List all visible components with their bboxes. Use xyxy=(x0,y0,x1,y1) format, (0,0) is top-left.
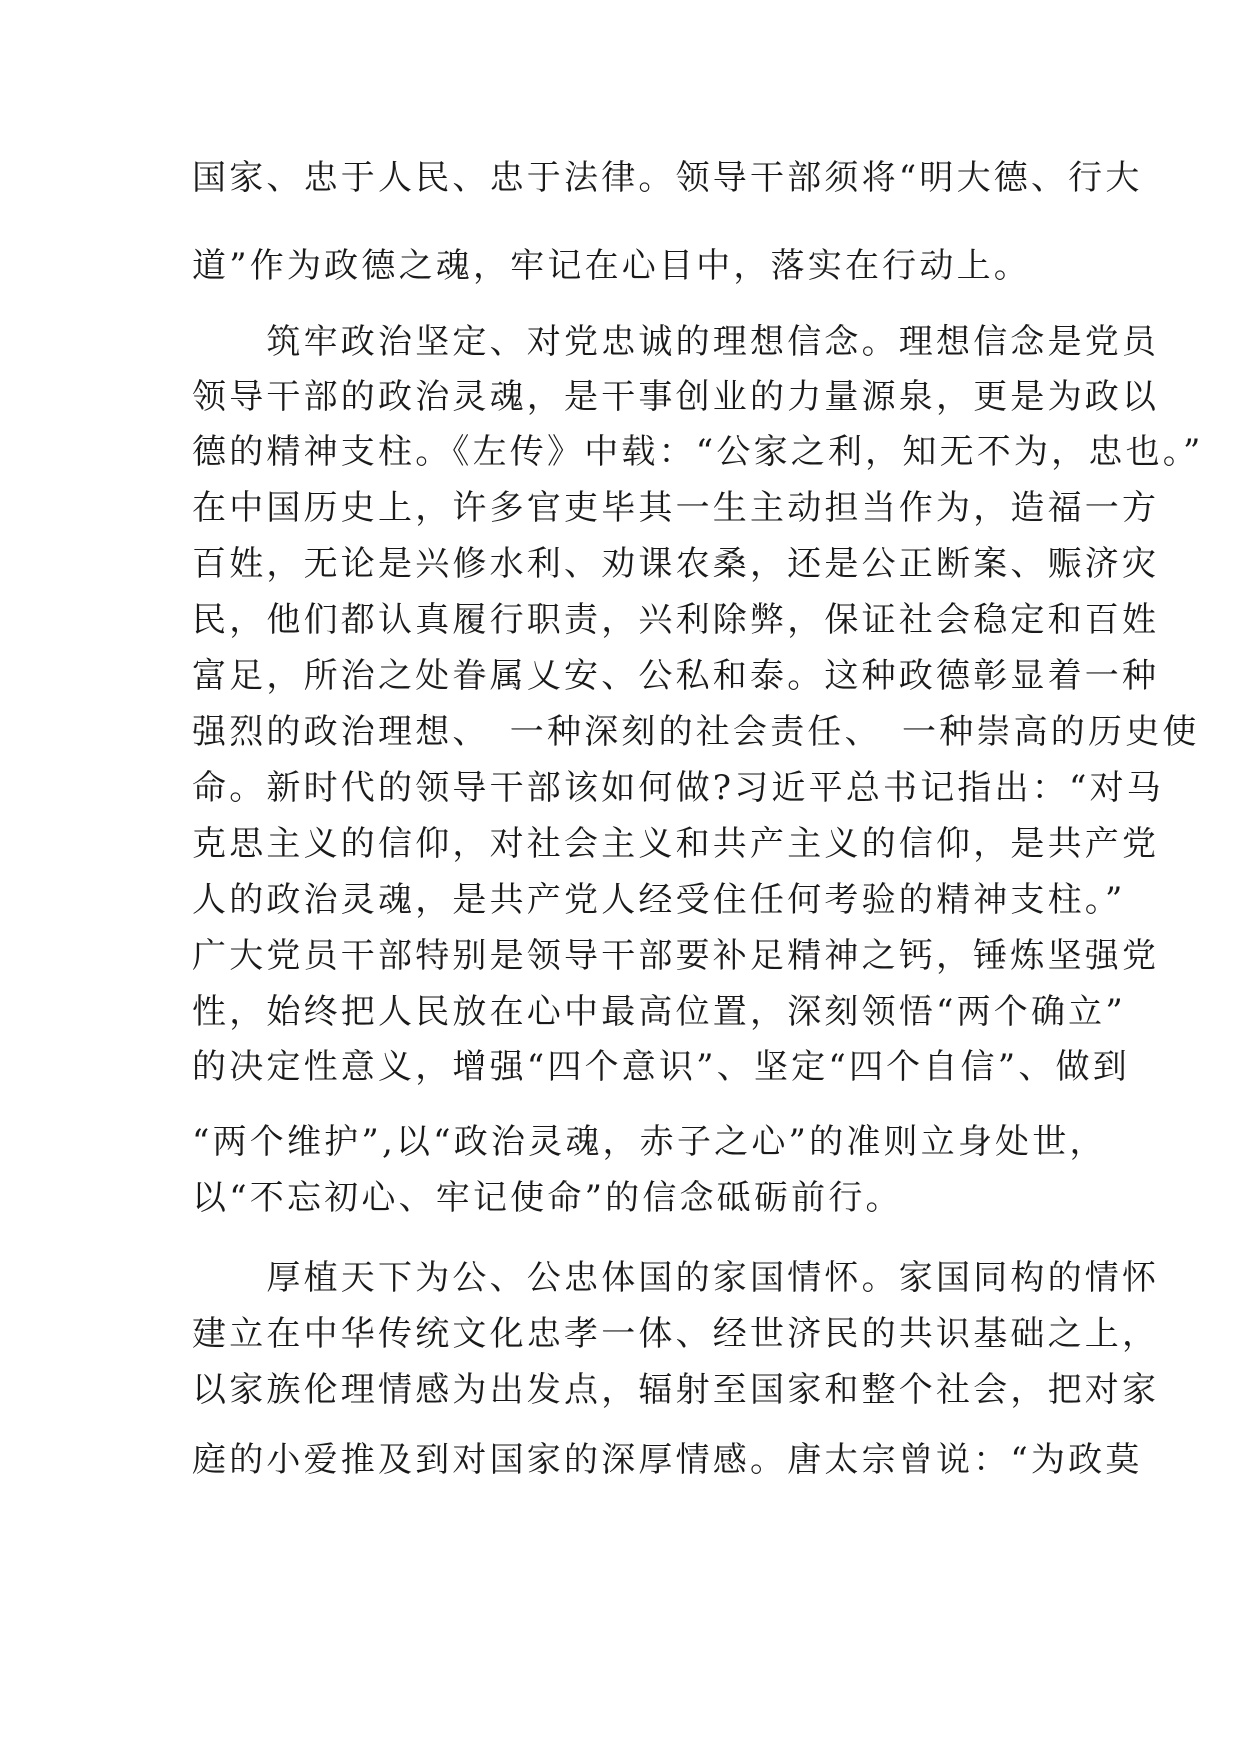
text-line: 建立在中华传统文化忠孝一体、经世济民的共识基础之上， xyxy=(192,1314,1160,1354)
text-line: 命。新时代的领导干部该如何做?习近平总书记指出：“对马 xyxy=(192,768,1165,808)
text-line: 克思主义的信仰，对社会主义和共产主义的信仰，是共产党 xyxy=(192,824,1160,864)
text-line: “两个维护”,以“政治灵魂，赤子之心”的准则立身处世， xyxy=(192,1122,1107,1162)
text-line: 德的精神支柱。《左传》中载：“公家之利，知无不为，忠也。” xyxy=(192,432,1204,472)
text-line: 广大党员干部特别是领导干部要补足精神之钙，锤炼坚强党 xyxy=(192,936,1160,976)
text-line: 性，始终把人民放在心中最高位置，深刻领悟“两个确立” xyxy=(192,992,1126,1032)
text-line: 民，他们都认真履行职责，兴利除弊，保证社会稳定和百姓 xyxy=(192,600,1160,640)
text-line: 以家族伦理情感为出发点，辐射至国家和整个社会，把对家 xyxy=(192,1370,1160,1410)
text-line: 厚植天下为公、公忠体国的家国情怀。家国同构的情怀 xyxy=(192,1258,1160,1298)
text-line: 道”作为政德之魂，牢记在心目中，落实在行动上。 xyxy=(192,246,1031,286)
text-line: 筑牢政治坚定、对党忠诚的理想信念。理想信念是党员 xyxy=(192,322,1160,362)
text-line: 庭的小爱推及到对国家的深厚情感。唐太宗曾说：“为政莫 xyxy=(192,1440,1143,1480)
text-line: 人的政治灵魂，是共产党人经受住任何考验的精神支柱。” xyxy=(192,880,1126,920)
text-line: 的决定性意义，增强“四个意识”、坚定“四个自信”、做到 xyxy=(192,1047,1130,1087)
text-line: 在中国历史上，许多官吏毕其一生主动担当作为，造福一方 xyxy=(192,488,1160,528)
text-line: 国家、忠于人民、忠于法律。领导干部须将“明大德、行大 xyxy=(192,158,1143,198)
text-line: 百姓，无论是兴修水利、劝课农桑，还是公正断案、赈济灾 xyxy=(192,544,1160,584)
text-line: 领导干部的政治灵魂，是干事创业的力量源泉，更是为政以 xyxy=(192,377,1160,417)
text-line: 强烈的政治理想、 一种深刻的社会责任、 一种崇高的历史使 xyxy=(192,712,1200,752)
text-line: 以“不忘初心、牢记使命”的信念砥砺前行。 xyxy=(192,1178,903,1218)
text-line: 富足，所治之处眷属乂安、公私和泰。这种政德彰显着一种 xyxy=(192,656,1160,696)
